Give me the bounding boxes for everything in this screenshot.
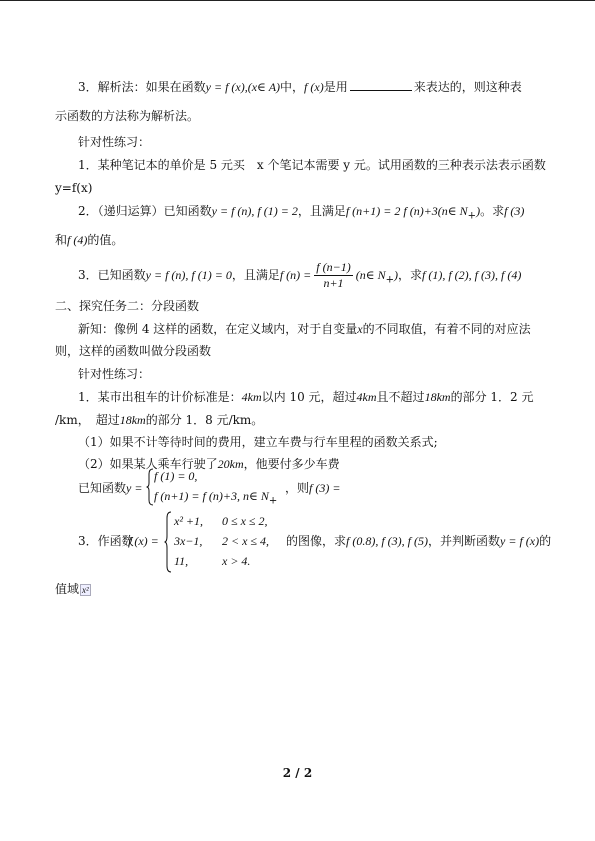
text: 已知函数 — [78, 481, 127, 495]
definition-analytic-method — [78, 79, 522, 95]
formula: f (x) — [304, 80, 324, 94]
page-number: 2 / 2 — [282, 766, 313, 780]
text: 来表达的，则这种表 — [413, 80, 522, 94]
formula: 4km — [241, 390, 262, 404]
text: ，且满足 — [297, 204, 346, 218]
denominator: n+1 — [323, 276, 344, 290]
text — [286, 533, 551, 549]
piece-2-expr: 3x−1, — [174, 534, 203, 548]
paragraph-line — [55, 581, 91, 598]
sub-question-2 — [78, 456, 340, 472]
formula: 4km — [356, 390, 377, 404]
text: 的 — [539, 534, 552, 548]
text: ，且满足 — [231, 268, 280, 282]
formula: 18km — [119, 413, 146, 427]
text: 2．（递归运算）已知函数 — [78, 204, 212, 218]
text: 以内 10 元，超过 — [261, 390, 357, 404]
text: 的部分 1．2 元 — [450, 390, 534, 404]
text: ，并判断函数 — [428, 534, 501, 548]
paragraph-line — [55, 412, 263, 428]
formula: f (n+1) = 2 f (n)+3(n∈ N — [345, 204, 468, 218]
formula: f (n) = — [279, 268, 312, 282]
numerator: f (n−1) — [316, 260, 351, 274]
exercise-taxi — [78, 389, 533, 405]
piece-1-expr: x² +1, — [174, 514, 204, 528]
left-brace-icon — [146, 468, 154, 506]
paragraph-line: y=f(x) — [55, 181, 93, 195]
formula: f (x) = — [128, 534, 159, 548]
paragraph-line — [78, 321, 531, 337]
paragraph-line: 则，这样的函数叫做分段函数 — [55, 344, 212, 358]
text: 是用 — [323, 80, 348, 94]
text — [285, 480, 340, 496]
text: 。求 — [480, 204, 505, 218]
left-brace-icon — [164, 511, 172, 573]
page-top-border — [0, 0, 595, 1]
text: /km， 超过 — [55, 413, 120, 427]
subscript: + — [385, 274, 394, 286]
exercise-1: 1．某种笔记本的单价是 5 元买 x 个笔记本需要 y 元。试用函数的三种表示法表示函数 — [78, 158, 546, 172]
formula: 18km — [424, 390, 451, 404]
formula: (n∈ N — [355, 268, 386, 282]
piece-3-domain: x > 4. — [222, 554, 251, 568]
formula: y = f (n), f (1) = 2 — [211, 204, 298, 218]
text: 值域 — [55, 582, 80, 596]
formula: f (n+1) = f (n)+3, n∈ N — [154, 489, 269, 503]
formula: y = f (n), f (1) = 0 — [145, 268, 232, 282]
formula: f (3) = — [309, 481, 341, 495]
system-row-1: f (1) = 0, — [154, 469, 198, 483]
text: 的部分 1．8 元/km。 — [145, 413, 264, 427]
text: 新知：像例 4 这样的函数，在定义域内，对于自变量 — [78, 322, 358, 336]
formula: y = f (x),(x∈ A) — [205, 80, 281, 94]
text: 和 — [55, 233, 68, 247]
formula: 20km — [217, 457, 244, 471]
fraction — [314, 260, 352, 291]
section-heading: 二、探究任务二：分段函数 — [55, 299, 200, 313]
text: 3．作函数 — [78, 534, 134, 548]
paragraph-line: 示函数的方法称为解析法。 — [55, 109, 200, 123]
text: 的值。 — [87, 233, 124, 247]
formula: y = — [126, 481, 143, 495]
paragraph-line — [55, 232, 123, 248]
text: 3．解析法：如果在函数 — [78, 80, 206, 94]
text: ，求 — [398, 268, 423, 282]
formula: ) — [476, 204, 481, 218]
formula: x — [357, 322, 363, 336]
formula: y = f (x) — [500, 534, 540, 548]
text: ，他要付多少车费 — [243, 457, 340, 471]
piece-3-expr: 11, — [174, 554, 189, 568]
formula: f (3) — [504, 204, 525, 218]
formula: f (4) — [67, 233, 88, 247]
system-row-2 — [154, 488, 277, 509]
exercise-2 — [78, 203, 524, 224]
sub-question-1: （1）如果不计等待时间的费用，建立车费与行车里程的函数关系式; — [78, 435, 438, 449]
section-label: 针对性练习： — [78, 135, 151, 149]
text: 的不同取值，有着不同的对应法 — [362, 322, 531, 336]
subscript: + — [268, 495, 278, 507]
text: 且不超过 — [376, 390, 425, 404]
fill-in-blank — [350, 79, 412, 91]
piece-2-domain: 2 < x ≤ 4, — [222, 534, 270, 548]
text: 的图像，求 — [286, 534, 347, 548]
text: 3．已知函数 — [78, 268, 146, 282]
text: ，则 — [285, 481, 310, 495]
text: 1．某市出租车的计价标准是： — [78, 390, 242, 404]
text: 中， — [280, 80, 305, 94]
text: （2）如果某人乘车行驶了 — [78, 457, 218, 471]
subscript: + — [467, 210, 477, 222]
formula: f (0.8), f (3), f (5) — [346, 534, 428, 548]
formula: ) — [394, 268, 398, 282]
section-label: 针对性练习： — [78, 367, 151, 381]
equation-object-icon: x² — [82, 585, 89, 595]
piece-1-domain: 0 ≤ x ≤ 2, — [222, 514, 268, 528]
formula: f (1), f (2), f (3), f (4) — [422, 268, 522, 282]
exercise-3 — [78, 256, 521, 299]
